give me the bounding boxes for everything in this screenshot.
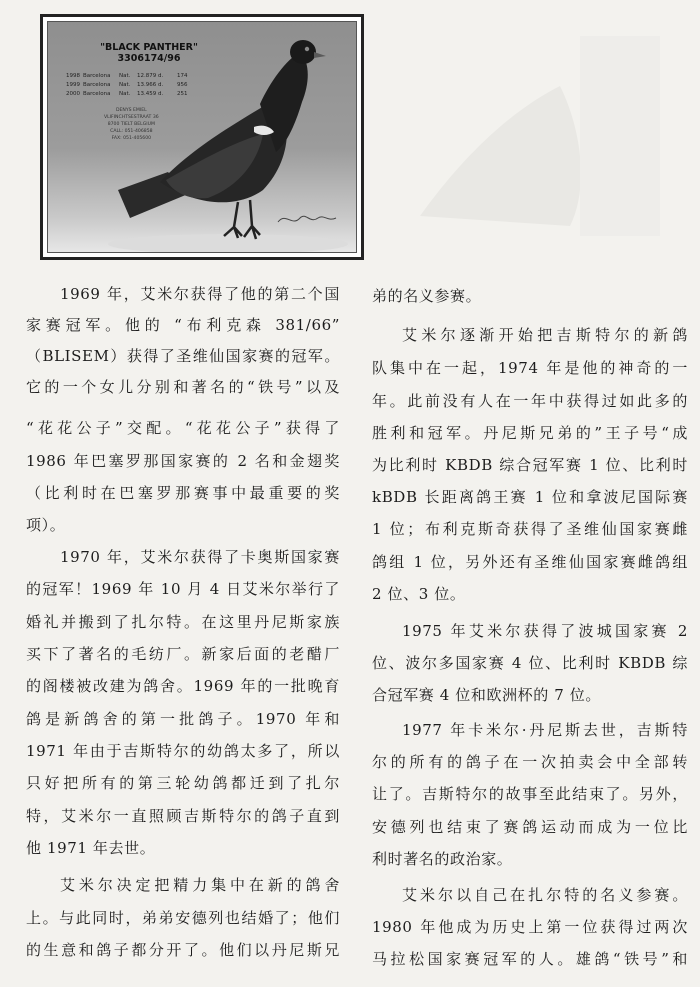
text-line: 让了。吉斯特尔的故事至此结束了。另外， [372,785,688,803]
text-line: 艾米尔逐渐开始把吉斯特尔的新鸽 [402,326,688,344]
text-line: 马拉松国家赛冠军的人。雄鸽“铁号”和 [372,950,688,968]
text-line: 位、波尔多国家赛 4 位、比利时 KBDB 综 [372,654,688,672]
text-line: 合冠军赛 4 位和欧洲杯的 7 位。 [372,686,601,704]
text-line: 胜利和冠军。丹尼斯兄弟的”王子号“成 [372,424,688,442]
text-line: 艾米尔决定把精力集中在新的鸽舍 [60,876,340,894]
text-line: 1975 年艾米尔获得了波城国家赛 2 [402,622,688,640]
pigeon-photo [40,14,364,260]
text-line: 他 1971 年去世。 [26,839,156,857]
photo-ring-number: 3306174/96 [117,53,181,64]
text-line: 1970 年，艾米尔获得了卡奥斯国家赛 [60,548,340,566]
result-row: 1999 Barcelona Nat. 13.966 d. 956 [66,82,188,88]
photo-title [90,42,208,64]
text-line: 的冠军！1969 年 10 月 4 日艾米尔举行了 [26,580,340,598]
text-line: 艾米尔以自己在扎尔特的名义参赛。 [402,886,688,904]
text-line: 的阁楼被改建为鸽舍。1969 年的一批晚育 [26,677,340,695]
bleed-through-shadow [380,16,680,266]
text-line: 1980 年他成为历史上第一位获得过两次 [372,918,688,936]
text-line: 弟的名义参赛。 [372,287,482,305]
text-line: 安德列也结束了赛鸽运动而成为一位比 [372,818,688,836]
text-line: 1969 年，艾米尔获得了他的第二个国 [60,285,340,303]
photo-address: DENYS EMIEL VLIFINCHTSESTRAAT 36 8700 TIELT BELGIUM CALL: 051-406858 FAX: 051-405600 [104,108,159,141]
text-line: 1977 年卡米尔·丹尼斯去世，吉斯特 [402,721,688,739]
text-line: 只好把所有的第三轮幼鸽都迁到了扎尔 [26,774,340,792]
text-line: kBDB 长距离鸽王赛 1 位和拿波尼国际赛 [372,488,688,506]
photo-inner [47,21,357,253]
text-line: 队集中在一起，1974 年是他的神奇的一 [372,359,688,377]
photo-results [66,72,188,99]
text-line: 尔的所有的鸽子在一次拍卖会中全部转 [372,753,688,771]
text-line: 1986 年巴塞罗那国家赛的 2 名和金翅奖 [26,452,340,470]
text-line: 婚礼并搬到了扎尔特。在这里丹尼斯家族 [26,613,340,631]
text-line: 鸽组 1 位，另外还有圣维仙国家赛雌鸽组 [372,553,688,571]
text-line: 1 位；布利克斯奇获得了圣维仙国家赛雌 [372,520,688,538]
photo-title-name: "BLACK PANTHER" [100,42,198,53]
text-line: 上。与此同时，弟弟安德列也结婚了；他们 [26,909,340,927]
text-line: （BLISEM）获得了圣维仙国家赛的冠军。 [26,347,340,365]
text-line: 买下了著名的毛纺厂。新家后面的老醋厂 [26,645,340,663]
text-line: 1971 年由于吉斯特尔的幼鸽太多了，所以 [26,742,340,760]
text-line: 的生意和鸽子都分开了。他们以丹尼斯兄 [26,941,340,959]
result-row: 2000 Barcelona Nat. 13.459 d. 251 [66,91,188,97]
text-line: 为比利时 KBDB 综合冠军赛 1 位、比利时 [372,456,688,474]
text-line: 它的一个女儿分别和著名的“铁号”以及 [26,378,340,396]
text-line: 特，艾米尔一直照顾吉斯特尔的鸽子直到 [26,807,340,825]
text-line: 项）。 [26,516,66,534]
text-line: 利时著名的政治家。 [372,850,513,868]
text-line: 年。此前没有人在一年中获得过如此多的 [372,392,688,410]
text-line: 鸽是新鸽舍的第一批鸽子。1970 年和 [26,710,340,728]
result-row: 1998 Barcelona Nat. 12.879 d. 174 [66,73,188,79]
text-line: “花花公子”交配。“花花公子”获得了 [26,419,340,437]
text-line: （比利时在巴塞罗那赛事中最重要的奖 [26,484,340,502]
text-line: 2 位、3 位。 [372,585,466,603]
text-line: 家赛冠军。他的 “布利克森 381/66” [26,316,340,334]
